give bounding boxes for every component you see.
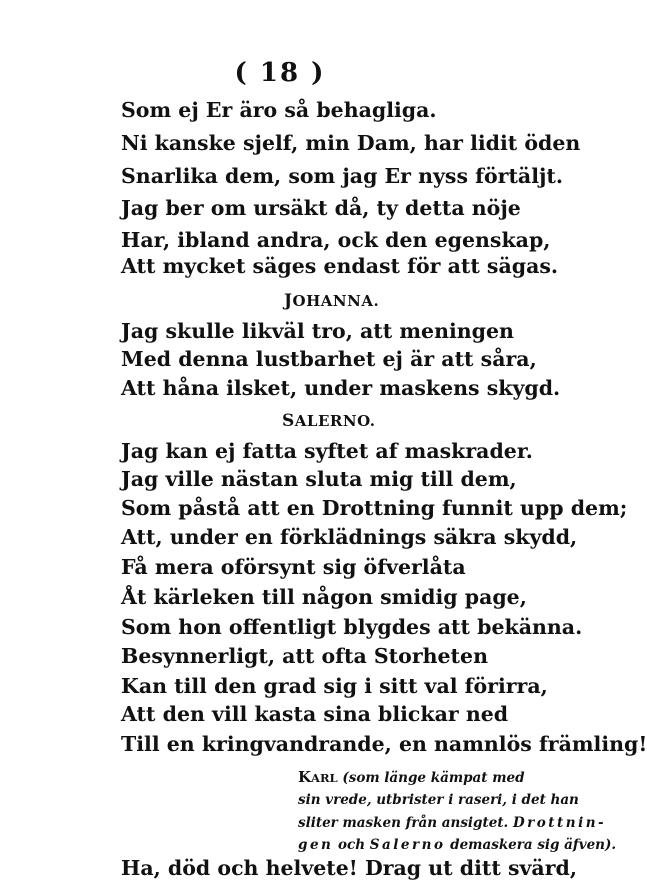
verse-line: Få mera oförsynt sig öfverlåta xyxy=(121,555,466,579)
stage-text: demaskera sig äfven). xyxy=(445,837,617,853)
stage-text: sliter masken från ansigtet. xyxy=(298,815,513,831)
verse-line: Som ej Er äro så behagliga. xyxy=(121,98,437,122)
stage-text: (som länge kämpat med xyxy=(342,770,525,786)
speaker-initial: K xyxy=(298,768,312,786)
speaker-name-rest: ALERNO. xyxy=(294,412,376,430)
verse-line: Jag kan ej fatta syftet af maskrader. xyxy=(121,439,533,463)
stage-text: och xyxy=(333,837,370,853)
stage-direction-line xyxy=(298,839,616,853)
page-number: ( 18 ) xyxy=(234,58,326,88)
verse-line: Till en kringvandrande, en namnlös främling! xyxy=(121,732,647,756)
speaker-initial: S xyxy=(282,411,295,431)
verse-line: Som påstå att en Drottning funnit upp dem; xyxy=(121,496,628,520)
verse-line: Jag skulle likväl tro, att meningen xyxy=(121,319,514,343)
verse-line: Har, ibland andra, ock den egenskap, xyxy=(121,228,551,252)
speaker-name-rest: OHANNA. xyxy=(292,292,380,310)
verse-line: Att håna ilsket, under maskens skygd. xyxy=(121,376,561,400)
verse-line: Jag ville nästan sluta mig till dem, xyxy=(121,467,517,491)
speaker-name-rest: ARL xyxy=(311,771,338,785)
stage-name-spaced: gen xyxy=(298,837,334,853)
stage-direction-line xyxy=(298,770,525,786)
verse-line-final: Ha, död och helvete! Drag ut ditt svärd, xyxy=(121,856,577,880)
verse-line: Snarlika dem, som jag Er nyss förtäljt. xyxy=(121,164,564,188)
verse-line: Åt kärleken till någon smidig page, xyxy=(121,585,527,609)
verse-line: Med denna lustbarhet ej är att såra, xyxy=(121,347,537,371)
stage-direction-line xyxy=(298,817,606,831)
verse-line: Besynnerligt, att ofta Storheten xyxy=(121,644,488,668)
verse-line: Att den vill kasta sina blickar ned xyxy=(121,702,509,726)
speaker-johanna xyxy=(284,293,379,310)
verse-line: Jag ber om ursäkt då, ty detta nöje xyxy=(121,196,521,220)
verse-line: Att, under en förklädnings säkra skydd, xyxy=(121,525,578,549)
stage-name-spaced: Drottnin- xyxy=(512,815,607,831)
speaker-salerno xyxy=(282,413,376,430)
speaker-initial: J xyxy=(284,291,293,311)
verse-line: Ni kanske sjelf, min Dam, har lidit öden xyxy=(121,131,581,155)
verse-line: Att mycket säges endast för att sägas. xyxy=(121,254,559,278)
stage-name-spaced: Salerno xyxy=(369,837,446,853)
stage-direction-line: sin vrede, utbrister i raseri, i det han xyxy=(298,792,579,808)
verse-line: Som hon offentligt blygdes att bekänna. xyxy=(121,615,583,639)
verse-line: Kan till den grad sig i sitt val förirra, xyxy=(121,674,548,698)
